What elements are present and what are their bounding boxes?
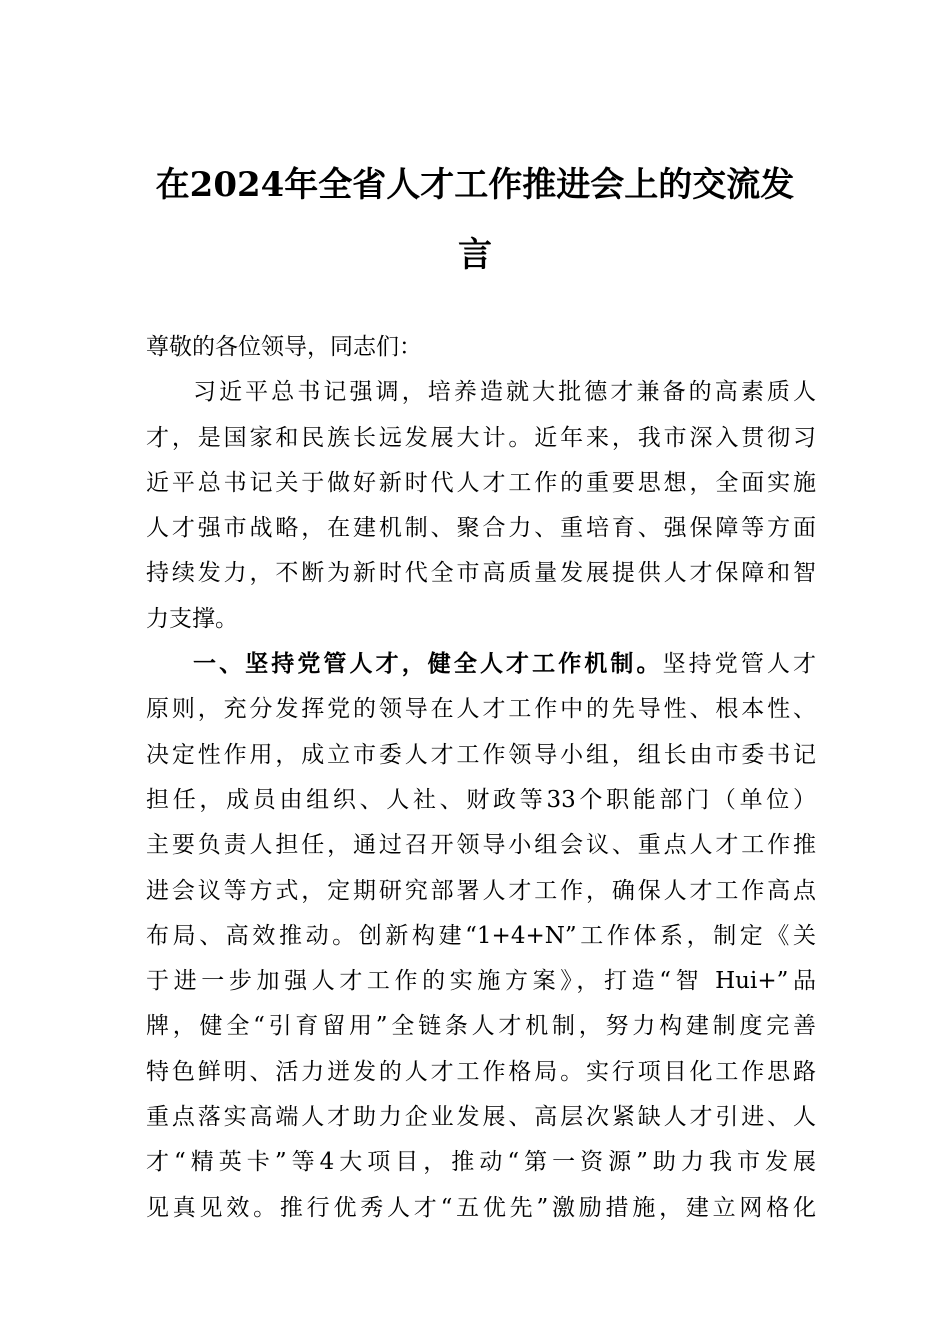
section-1-line: 原则，充分发挥党的领导在人才工作中的先导性、根本性、 [146, 696, 816, 723]
document-title-line-2: 言 [458, 235, 492, 275]
intro-line: 才，是国家和民族长远发展大计。近年来，我市深入贯彻习 [146, 424, 816, 451]
section-1-line: 布局、高效推动。创新构建“1+4+N”工作体系，制定《关 [146, 922, 816, 949]
document-title-line-1: 在2024年全省人才工作推进会上的交流发 [155, 165, 795, 205]
salutation: 尊敬的各位领导，同志们： [146, 334, 422, 360]
intro-line: 习近平总书记强调，培养造就大批德才兼备的高素质人 [193, 379, 816, 406]
section-1-line: 特色鲜明、活力迸发的人才工作格局。实行项目化工作思路 [146, 1058, 816, 1085]
section-1-line: 见真见效。推行优秀人才“五优先”激励措施，建立网格化 [146, 1194, 816, 1221]
intro-line: 力支撑。 [146, 605, 238, 632]
section-1-first-line-text: 坚持党管人才 [662, 651, 816, 678]
section-1-line: 才“精英卡”等4大项目，推动“第一资源”助力我市发展 [146, 1149, 816, 1176]
section-1-line: 重点落实高端人才助力企业发展、高层次紧缺人才引进、人 [146, 1104, 816, 1131]
section-1-line: 于进一步加强人才工作的实施方案》，打造“智 Hui+”品 [146, 968, 816, 995]
section-1-first-line [146, 642, 816, 687]
section-1-heading: 一、坚持党管人才，健全人才工作机制。 [193, 651, 663, 678]
section-1-line: 牌，健全“引育留用”全链条人才机制，努力构建制度完善 [146, 1013, 816, 1040]
section-1-line: 进会议等方式，定期研究部署人才工作，确保人才工作高点 [146, 877, 816, 904]
section-1-line: 主要负责人担任，通过召开领导小组会议、重点人才工作推 [146, 832, 816, 859]
intro-line: 人才强市战略，在建机制、聚合力、重培育、强保障等方面 [146, 515, 816, 542]
section-1-line: 决定性作用，成立市委人才工作领导小组，组长由市委书记 [146, 741, 816, 768]
document-body [146, 325, 816, 1231]
intro-line: 持续发力，不断为新时代全市高质量发展提供人才保障和智 [146, 560, 816, 587]
section-1-line: 担任，成员由组织、人社、财政等33个职能部门（单位） [146, 786, 816, 813]
intro-line: 近平总书记关于做好新时代人才工作的重要思想，全面实施 [146, 469, 816, 496]
